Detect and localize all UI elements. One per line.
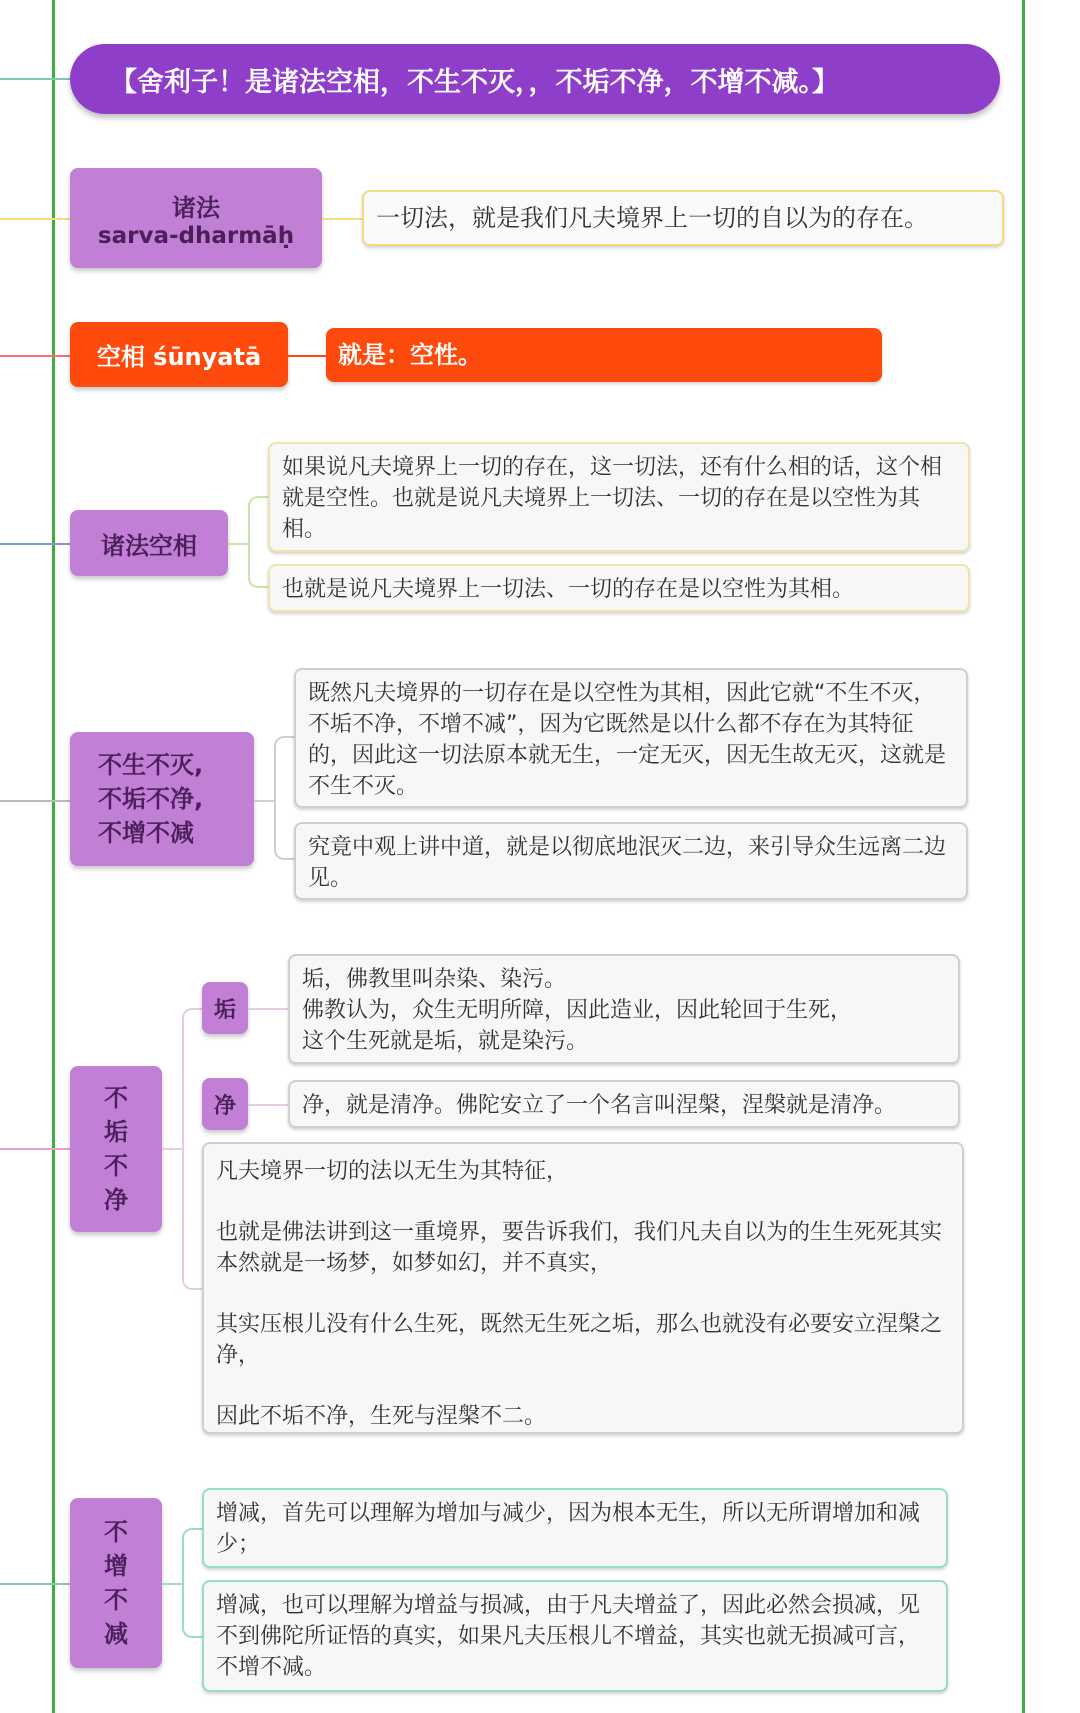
text-s3-2: 也就是说凡夫境界上一切法、一切的存在是以空性为其相。: [268, 564, 970, 612]
node-s6-char3: 不: [104, 1586, 128, 1614]
connector-section5: [0, 1148, 70, 1150]
node-s4-line3: 不增不减: [98, 819, 194, 847]
connector-zhufa-text: [322, 218, 362, 220]
node-s5-char2: 垢: [104, 1118, 128, 1146]
node-jing: 净: [202, 1078, 248, 1130]
connector-s5-stem: [162, 1148, 182, 1150]
text-jing: 净，就是清净。佛陀安立了一个名言叫涅槃，涅槃就是清净。: [288, 1080, 960, 1128]
text-zhufa: 一切法，就是我们凡夫境界上一切的自以为的存在。: [362, 190, 1004, 246]
node-s5-char4: 净: [104, 1186, 128, 1214]
node-s6-char2: 增: [104, 1552, 128, 1580]
bracket-s5: [182, 1008, 202, 1290]
text-s3-1: 如果说凡夫境界上一切的存在，这一切法，还有什么相的话，这个相就是空性。也就是说凡夫境界上一切法、一切的存在是以空性为其相。: [268, 442, 970, 552]
node-s6-char4: 减: [104, 1620, 128, 1648]
text-gou-line3: 这个生死就是垢，就是染污。: [302, 1029, 589, 1054]
right-border-line: [1022, 0, 1025, 1713]
title-banner: 【舍利子！是诸法空相，不生不灭，，不垢不净，不增不减。】: [70, 44, 1000, 114]
node-zhufakongxiang: 诸法空相: [70, 510, 228, 576]
text-s6-2: 增减，也可以理解为增益与损减，由于凡夫增益了，因此必然会损减，见不到佛陀所证悟的真实，如果凡夫压根儿不增益，其实也就无损减可言，不增不减。: [202, 1580, 948, 1692]
node-zhufa-line2: sarva-dharmāḥ: [97, 222, 295, 249]
connector-section2: [0, 355, 70, 357]
node-s4-line2: 不垢不净,: [98, 785, 204, 813]
connector-jing: [248, 1104, 288, 1106]
text-s4-2: 究竟中观上讲中道，就是以彻底地泯灭二边，来引导众生远离二边见。: [294, 822, 968, 900]
bracket-s4: [274, 736, 294, 860]
connector-gou: [248, 1008, 288, 1010]
text-s6-1: 增减，首先可以理解为增加与减少，因为根本无生，所以无所谓增加和减少；: [202, 1488, 948, 1568]
connector-section4: [0, 800, 70, 802]
connector-section3: [0, 543, 70, 545]
connector-s4-stem: [254, 800, 274, 802]
node-zhufa: [70, 168, 322, 268]
connector-section6: [0, 1583, 70, 1585]
s5-paragraph-2: 也就是佛法讲到这一重境界，要告诉我们，我们凡夫自以为的生生死死其实本然就是一场梦，如梦如幻，并不真实，: [216, 1220, 943, 1276]
connector-kongxiang-text: [288, 355, 326, 357]
node-s6-char1: 不: [104, 1518, 128, 1546]
node-bushengbumie: [70, 732, 254, 866]
connector-s6-stem: [162, 1583, 182, 1585]
node-gou: 垢: [202, 982, 248, 1034]
bracket-s3: [248, 496, 268, 588]
text-kongxiang: 就是：空性。: [326, 328, 882, 382]
node-s5-char3: 不: [104, 1152, 128, 1180]
main-trunk-line: [52, 0, 55, 1713]
text-gou-line2: 佛教认为，众生无明所障，因此造业，因此轮回于生死，: [302, 998, 853, 1023]
bracket-s6: [182, 1528, 202, 1638]
text-gou: [288, 954, 960, 1064]
node-kongxiang: 空相 śūnyatā: [70, 322, 288, 387]
s5-paragraph-1: 凡夫境界一切的法以无生为其特征，: [216, 1159, 569, 1184]
node-s5-char1: 不: [104, 1084, 128, 1112]
s5-paragraph-3: 其实压根儿没有什么生死，既然无生死之垢，那么也就没有必要安立涅槃之净，: [216, 1312, 943, 1368]
connector-banner: [0, 78, 70, 80]
node-s4-line1: 不生不灭,: [98, 751, 204, 779]
node-buzengbujian: [70, 1498, 162, 1668]
node-bugoubujing: [70, 1066, 162, 1232]
node-zhufa-line1: 诸法: [172, 193, 220, 222]
connector-section1: [0, 218, 70, 220]
connector-s3-stem: [228, 543, 248, 545]
s5-paragraph-4: 因此不垢不净，生死与涅槃不二。: [216, 1404, 547, 1429]
text-s5-paragraphs: [202, 1142, 964, 1434]
text-gou-line1: 垢，佛教里叫杂染、染污。: [302, 967, 567, 992]
text-s4-1: 既然凡夫境界的一切存在是以空性为其相，因此它就“不生不灭，不垢不净，不增不减”，因为它既然是以什么都不存在为其特征的，因此这一切法原本就无生，一定无灭，因无生故无灭，这就是不生不灭。: [294, 668, 968, 808]
